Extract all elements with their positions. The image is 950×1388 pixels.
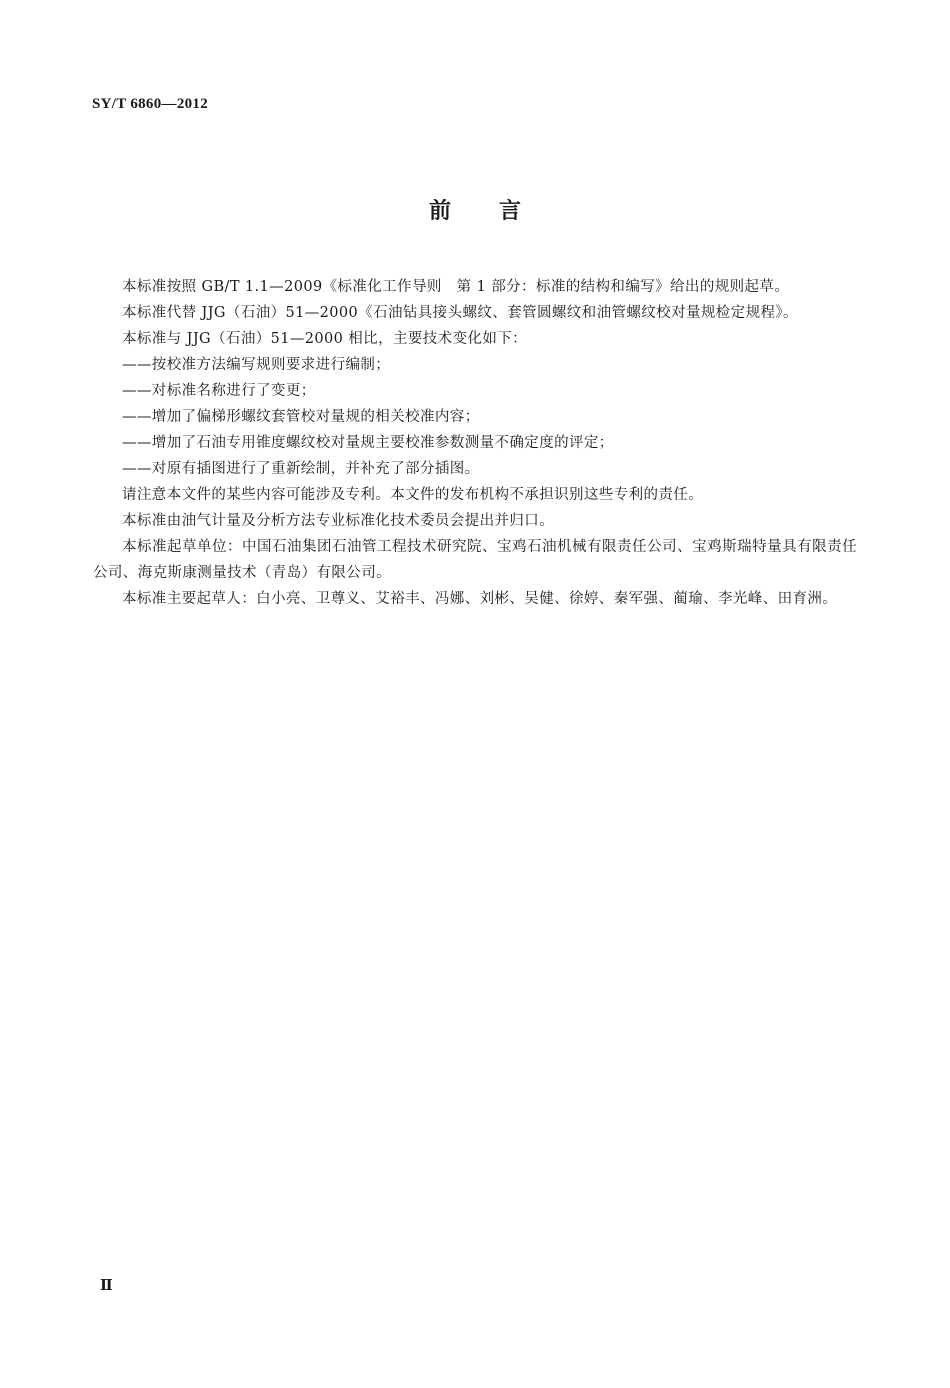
paragraph-drafting-rules: 本标准按照 GB/T 1.1—2009《标准化工作导则 第 1 部分：标准的结构和编写》给出的规则起草。 (122, 279, 790, 295)
foreword-body (93, 274, 857, 612)
paragraph-drafters: 本标准主要起草人：白小亮、卫尊义、艾裕丰、冯娜、刘彬、吴健、徐婷、秦军强、蔺瑜、李光峰、田育洲。 (122, 591, 838, 607)
list-item-change: ——增加了偏梯形螺纹套管校对量规的相关校准内容； (122, 409, 480, 425)
page-title: 前言 (428, 199, 569, 224)
paragraph-proposer: 本标准由油气计量及分析方法专业标准化技术委员会提出并归口。 (122, 513, 555, 529)
list-item-change: ——按校准方法编写规则要求进行编制； (122, 357, 391, 373)
document-code: SY/T 6860—2012 (92, 96, 209, 112)
list-item-change: ——对标准名称进行了变更； (122, 383, 316, 399)
list-item-change: ——增加了石油专用锥度螺纹校对量规主要校准参数测量不确定度的评定； (122, 435, 614, 451)
paragraph-replaces: 本标准代替 JJG（石油）51—2000《石油钻具接头螺纹、套管圆螺纹和油管螺纹校对量规检定规程》。 (122, 305, 798, 321)
list-item-change: ——对原有插图进行了重新绘制，并补充了部分插图。 (122, 461, 480, 477)
paragraph-patent-notice: 请注意本文件的某些内容可能涉及专利。本文件的发布机构不承担识别这些专利的责任。 (122, 487, 704, 503)
paragraph-changes-intro: 本标准与 JJG（石油）51—2000 相比，主要技术变化如下： (122, 331, 528, 347)
paragraph-drafting-units: 本标准起草单位：中国石油集团石油管工程技术研究院、宝鸡石油机械有限责任公司、宝鸡斯瑞特量具有限责任公司、海克斯康测量技术（青岛）有限公司。 (93, 539, 857, 581)
page-number: Ⅱ (100, 1278, 113, 1294)
